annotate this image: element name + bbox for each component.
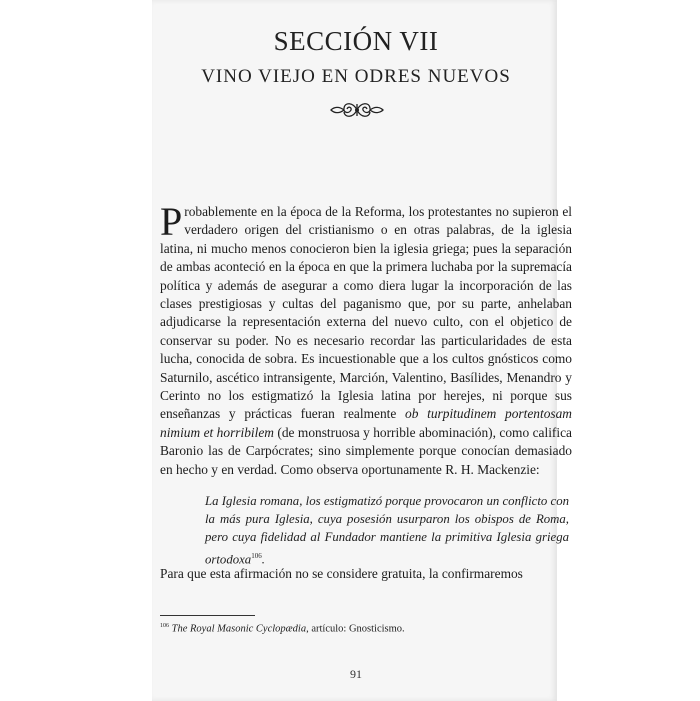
footnote-reference[interactable]: 106 — [251, 551, 262, 560]
footnote — [160, 623, 570, 635]
paragraph-text-1: robablemente en la época de la Reforma, los protestantes no supieron el verdadero origen del cristianismo o en otras palabras, de la iglesia latina, ni mucho menos conocieron bien la iglesia griega; pues la separación de ambas aconteció en la época en que la primera luchaba por la supremacía política y además de asegurar a como diera lugar la incorporación de las clases prestigiosas y cultas del paganismo que, por su parte, anhelaban adjudicarse la representación externa del nuevo culto, con el objetico de conservar su poder. No es necesario recordar las particularidades de esta lucha, conocida de sobra. Es incuestionable que a los cultos gnósticos como Saturnilo, ascético intransigente, Marción, Valentino, Basílides, Menandro y Cerinto no los estigmatizó la Iglesia latina por herejes, ni porque sus enseñanzas y prácticas fueran realmente — [160, 204, 572, 422]
footnote-divider — [160, 615, 255, 616]
continuation-line: Para que esta afirmación no se considere gratuita, la confirmaremos — [160, 566, 523, 581]
main-paragraph — [160, 199, 572, 479]
page-number: 91 — [350, 667, 362, 681]
footnote-rest: , artículo: Gnosticismo. — [306, 623, 405, 635]
quote-text: La Iglesia romana, los estigmatizó porque provocaron un conflicto con la más pura Iglesia, cuya posesión usurparon los obispos de Roma, pero cuya fidelidad al Fundador mantiene la primitiva Iglesia griega ortodoxa — [205, 494, 569, 566]
fleuron-ornament-icon — [327, 98, 387, 122]
section-title: SECCIÓN VII — [273, 26, 439, 56]
paragraph-text-2: (de monstruosa y horrible abominación), como califica Baronio las de Carpócrates; sino simplemente porque conocían demasiado en hecho y en verdad. Como observa oportunamente R. H. Mackenzie: — [160, 424, 572, 477]
latin-phrase: ob turpitudinem portentosam nimium et horribilem — [160, 406, 572, 440]
drop-cap: P — [160, 199, 183, 244]
footnote-title: The Royal Masonic Cyclopædia — [171, 623, 307, 635]
book-page — [152, 0, 572, 701]
quote-end: . — [261, 551, 265, 566]
block-quote — [205, 492, 569, 568]
footnote-number: 106 — [160, 623, 169, 629]
section-subtitle: VINO VIEJO EN ODRES NUEVOS — [201, 66, 511, 87]
